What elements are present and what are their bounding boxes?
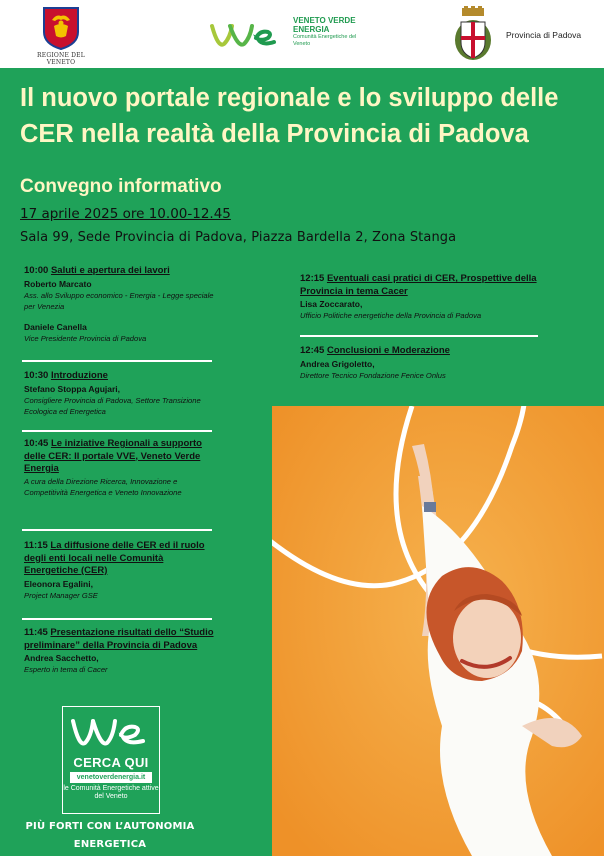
event-title: Il nuovo portale regionale e lo sviluppo delle CER nella realtà della Provincia di Padova: [20, 84, 559, 148]
vve-promo-badge[interactable]: [62, 706, 160, 814]
program-item: [24, 370, 214, 417]
badge-cta: CERCA QUI: [73, 755, 149, 770]
program-topic: Le iniziative Regionali a supporto delle CER: Il portale VVE, Veneto Verde Energia: [24, 438, 202, 474]
divider: [300, 335, 538, 337]
hero-photo: [272, 406, 604, 856]
speaker-role: Direttore Tecnico Fondazione Fenice Onlus: [300, 370, 446, 380]
veneto-verde-energia-logo: [208, 14, 368, 54]
program-time: 11:15: [24, 540, 48, 551]
speaker-role: A cura della Direzione Ricerca, Innovazione e Competitività Energetica e Veneto Innovazione: [24, 476, 182, 497]
program-topic: Presentazione risultati dello “Studio preliminare” della Provincia di Padova: [24, 627, 214, 651]
badge-description: le Comunità Energetiche attive del Veneto: [63, 785, 159, 801]
program-time: 11:45: [24, 627, 48, 638]
speaker-role: Project Manager GSE: [24, 590, 98, 600]
provincia-padova-logo: [452, 6, 602, 64]
divider: [22, 430, 212, 432]
speaker-role: Ufficio Politiche energetiche della Provincia di Padova: [300, 311, 482, 320]
program-item: [24, 438, 214, 498]
program-item: [24, 540, 214, 601]
slogan: PIÙ FORTI CON L’AUTONOMIA ENERGETICA: [25, 821, 195, 850]
vve-logo-name: VENETO VERDE ENERGIA: [293, 16, 356, 34]
speaker-name: Roberto Marcato: [24, 278, 92, 289]
regione-veneto-logo: [22, 6, 100, 64]
divider: [22, 360, 212, 362]
event-venue: Sala 99, Sede Provincia di Padova, Piazza Bardella 2, Zona Stanga: [20, 230, 457, 245]
speaker-role: Esperto in tema di Cacer: [24, 665, 108, 674]
speaker-name: Daniele Canella: [24, 321, 87, 332]
program-topic: La diffusione delle CER ed il ruolo degli enti locali nelle Comunità Energetiche (CER): [24, 540, 205, 576]
speaker-name: Andrea Sacchetto,: [24, 653, 99, 663]
program-item: [300, 345, 540, 381]
divider: [22, 529, 212, 531]
woman-with-hoop-illustration: [272, 406, 604, 856]
vve-mark-icon: [67, 711, 155, 753]
provincia-padova-name: Provincia di Padova: [506, 30, 582, 40]
speaker-role: Ass. allo Sviluppo economico - Energia - Legge speciale per Venezia: [24, 290, 214, 311]
program-item: [24, 265, 214, 344]
event-date: 17 aprile 2025 ore 10.00-12.45: [20, 206, 231, 222]
program-time: 12:45: [300, 345, 325, 356]
vve-mark-icon: [208, 14, 290, 54]
speaker-name: Lisa Zoccarato,: [300, 299, 363, 309]
speaker-name: Stefano Stoppa Agujari,: [24, 383, 121, 394]
speaker-role: Vice Presidente Provincia di Padova: [24, 333, 147, 343]
program-item: [24, 627, 214, 675]
vve-logo-subtitle: Comunità Energetiche del Veneto: [293, 34, 357, 47]
speaker-name: Eleonora Egalini,: [24, 578, 93, 589]
speaker-name: Andrea Grigoletto,: [300, 358, 375, 369]
divider: [22, 618, 212, 620]
provincia-crest-icon: [452, 6, 494, 62]
program-time: 12:15: [300, 273, 325, 284]
program-topic: Eventuali casi pratici di CER, Prospettive della Provincia in tema Cacer: [300, 273, 537, 297]
badge-url[interactable]: venetoverdenergia.it: [70, 772, 152, 783]
program-time: 10:30: [24, 370, 49, 381]
event-subtitle: Convegno informativo: [20, 176, 222, 197]
program-topic: Saluti e apertura dei lavori: [50, 265, 170, 276]
regione-veneto-caption: REGIONE DEL VENETO: [37, 52, 85, 66]
lion-of-saint-mark-icon: [42, 6, 80, 50]
program-time: 10:45: [24, 438, 49, 449]
speaker-role: Consigliere Provincia di Padova, Settore Transizione Ecologica ed Energetica: [24, 395, 201, 416]
program-time: 10:00: [24, 265, 49, 276]
program-topic: Introduzione: [50, 370, 108, 381]
program-topic: Conclusioni e Moderazione: [326, 345, 450, 356]
header-bar: [0, 0, 604, 68]
program-item: [300, 273, 540, 321]
